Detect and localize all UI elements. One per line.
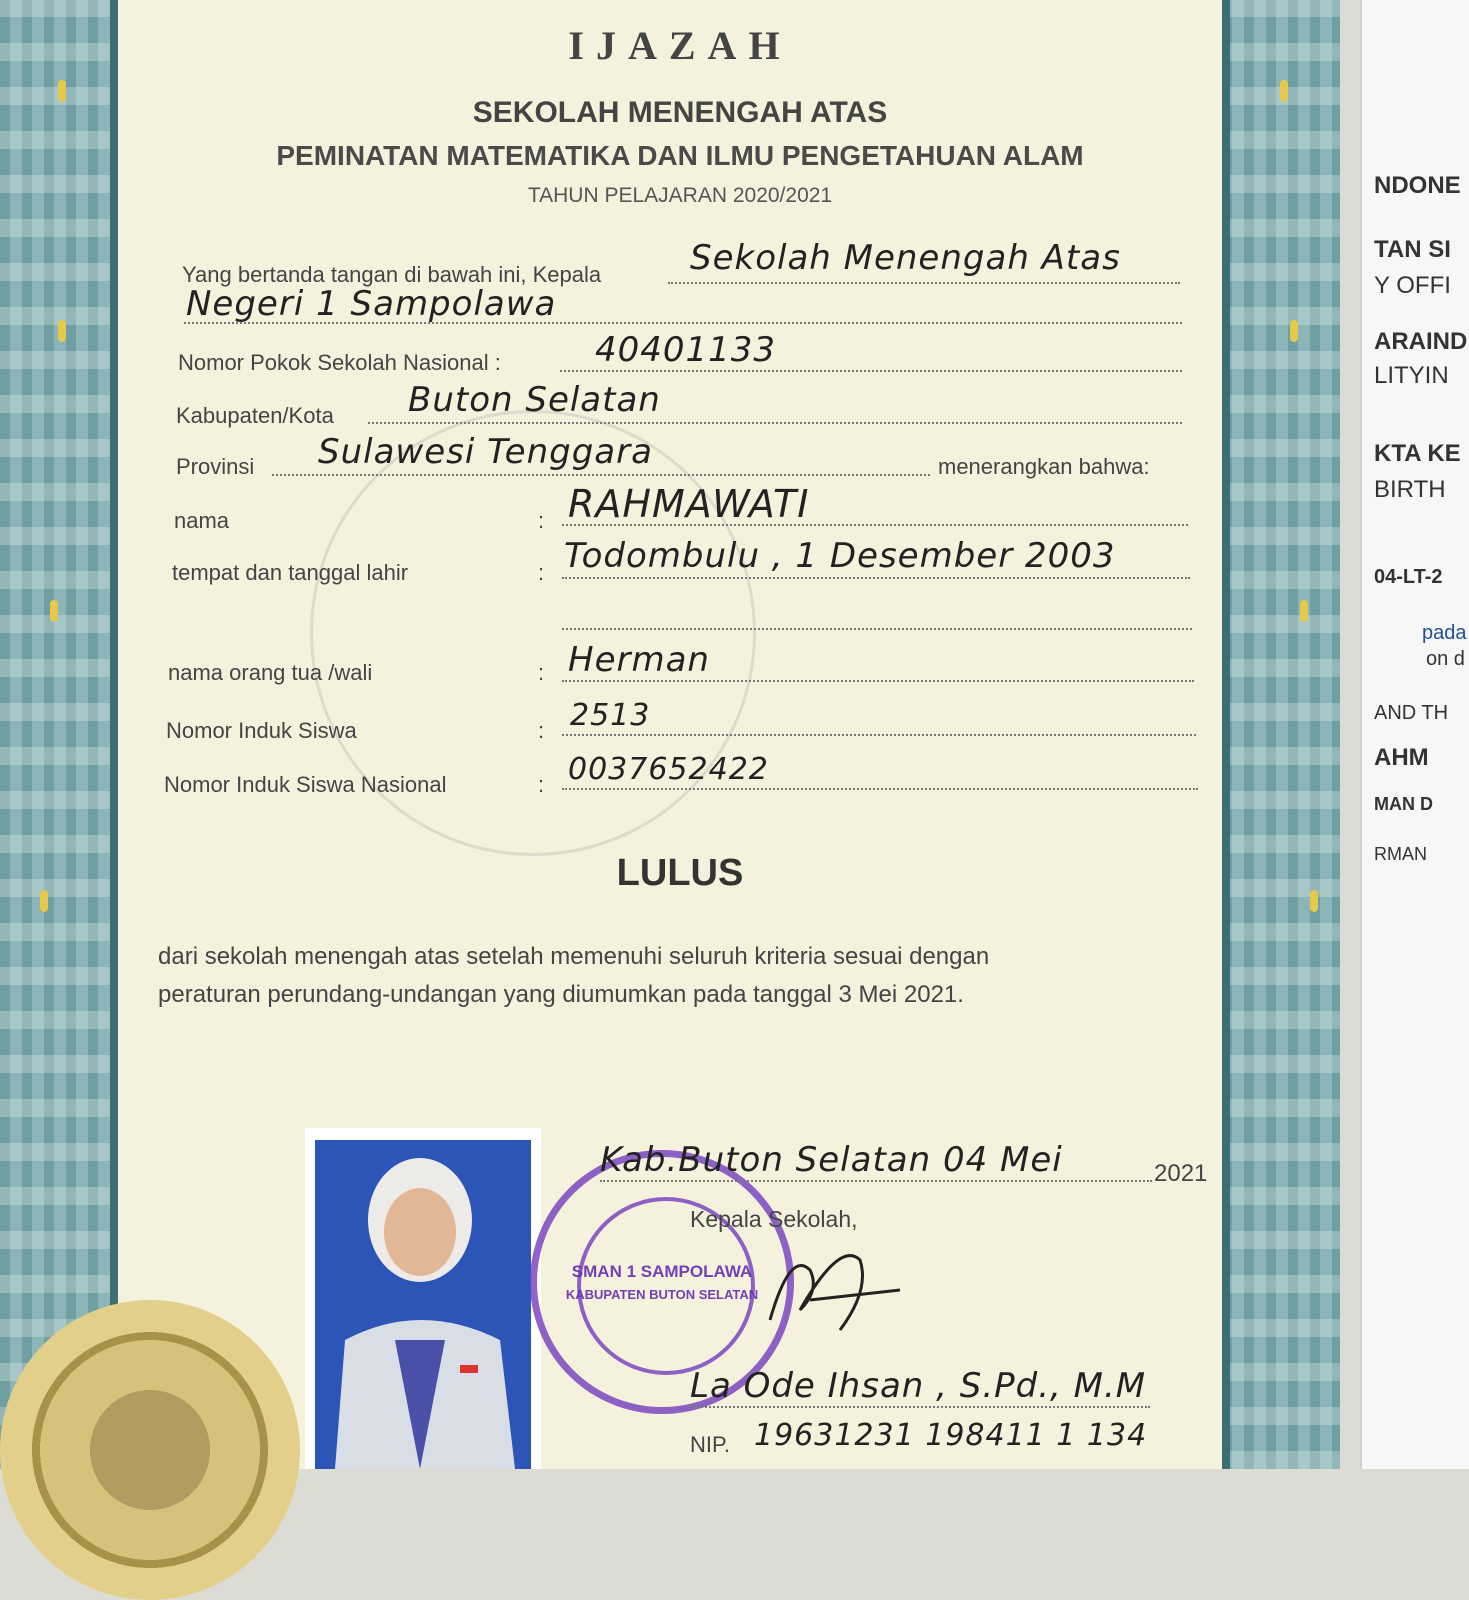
side-text: AND TH bbox=[1374, 702, 1449, 724]
signature-year: 2021 bbox=[1154, 1160, 1208, 1187]
certificate-title: IJAZAH bbox=[568, 23, 792, 68]
side-text: NDONE bbox=[1374, 172, 1461, 199]
photo-background bbox=[315, 1140, 531, 1469]
name-label: nama bbox=[174, 508, 230, 533]
school-level: SEKOLAH MENENGAH ATAS bbox=[472, 96, 888, 129]
side-text: 04-LT-2 bbox=[1374, 566, 1443, 588]
background-document bbox=[1360, 0, 1469, 1469]
side-text: ARAIND bbox=[1374, 328, 1468, 355]
side-text: AHM bbox=[1374, 744, 1429, 771]
side-text: on d bbox=[1426, 648, 1465, 670]
colon: : bbox=[538, 560, 545, 585]
border-ornament bbox=[1300, 600, 1308, 622]
stamp-district: KABUPATEN BUTON SELATAN bbox=[565, 1287, 759, 1302]
parent-label: nama orang tua /wali bbox=[168, 660, 373, 685]
dotted-line bbox=[668, 282, 1180, 284]
student-name: RAHMAWATI bbox=[568, 482, 810, 526]
birth-value: Todombulu , 1 Desember 2003 bbox=[564, 536, 1116, 576]
left-ornamental-border bbox=[0, 0, 118, 1469]
province-value: Sulawesi Tenggara bbox=[318, 432, 653, 472]
school-name-line2: Negeri 1 Sampolawa bbox=[186, 284, 557, 324]
city-value: Buton Selatan bbox=[408, 380, 661, 420]
explains-label: menerangkan bahwa: bbox=[938, 454, 1150, 479]
graduation-status: LULUS bbox=[616, 852, 744, 894]
nis-value: 2513 bbox=[570, 698, 651, 733]
right-ornamental-border bbox=[1222, 0, 1340, 1469]
student-portrait bbox=[315, 1140, 531, 1469]
dotted-line bbox=[562, 788, 1198, 790]
nisn-label: Nomor Induk Siswa Nasional bbox=[164, 772, 447, 797]
academic-year: TAHUN PELAJARAN 2020/2021 bbox=[527, 184, 833, 207]
border-ornament bbox=[1290, 320, 1298, 342]
nip-value: 19631231 198411 1 134 bbox=[754, 1418, 1148, 1453]
border-ornament bbox=[1280, 80, 1288, 102]
npsn-value: 40401133 bbox=[595, 330, 777, 370]
colon: : bbox=[538, 718, 545, 743]
dotted-line bbox=[562, 734, 1196, 736]
side-text: BIRTH bbox=[1374, 476, 1446, 503]
side-text: pada bbox=[1422, 622, 1467, 644]
side-text: KTA KE bbox=[1374, 440, 1461, 467]
principal-role: Kepala Sekolah, bbox=[690, 1206, 858, 1232]
nip-label: NIP. bbox=[690, 1432, 730, 1457]
side-text: TAN SI bbox=[1374, 236, 1451, 263]
province-label: Provinsi bbox=[176, 454, 255, 479]
city-label: Kabupaten/Kota bbox=[176, 403, 334, 428]
border-ornament bbox=[50, 600, 58, 622]
dotted-line bbox=[562, 680, 1194, 682]
colon: : bbox=[538, 508, 545, 533]
border-ornament bbox=[58, 320, 66, 342]
dotted-line bbox=[562, 628, 1192, 630]
birth-label: tempat dan tanggal lahir bbox=[172, 560, 409, 585]
dotted-line bbox=[560, 370, 1182, 372]
ministry-seal bbox=[0, 1300, 300, 1600]
principal-signature bbox=[750, 1230, 920, 1350]
result-line-2: peraturan perundang-undangan yang diumumkan pada tanggal 3 Mei 2021. bbox=[158, 981, 964, 1008]
dotted-line bbox=[562, 577, 1190, 579]
border-ornament bbox=[40, 890, 48, 912]
certificate-content bbox=[150, 0, 1210, 1469]
stamp-school-name: SMAN 1 SAMPOLAWA bbox=[571, 1262, 753, 1281]
npsn-label: Nomor Pokok Sekolah Nasional : bbox=[178, 350, 501, 375]
nis-label: Nomor Induk Siswa bbox=[166, 718, 357, 743]
parent-value: Herman bbox=[568, 640, 710, 680]
principal-name: La Ode Ihsan , S.Pd., M.M bbox=[690, 1366, 1147, 1406]
side-text: RMAN bbox=[1374, 844, 1427, 864]
dotted-line bbox=[272, 474, 930, 476]
dotted-line bbox=[690, 1406, 1150, 1408]
colon: : bbox=[538, 772, 545, 797]
nisn-value: 0037652422 bbox=[568, 752, 769, 787]
result-line-1: dari sekolah menengah atas setelah memenuhi seluruh kriteria sesuai dengan bbox=[158, 943, 990, 970]
border-ornament bbox=[1310, 890, 1318, 912]
side-text: Y OFFI bbox=[1374, 272, 1451, 299]
colon: : bbox=[538, 660, 545, 685]
border-ornament bbox=[58, 80, 66, 102]
side-text: LITYIN bbox=[1374, 362, 1449, 389]
dotted-line bbox=[600, 1180, 1152, 1182]
side-text: MAN D bbox=[1374, 794, 1433, 814]
school-name-line1: Sekolah Menengah Atas bbox=[690, 238, 1121, 278]
program-name: PEMINATAN MATEMATIKA DAN ILMU PENGETAHUAN ALAM bbox=[276, 140, 1084, 171]
intro-label: Yang bertanda tangan di bawah ini, Kepala bbox=[182, 262, 602, 287]
place-date: Kab.Buton Selatan 04 Mei bbox=[600, 1140, 1063, 1180]
student-photo bbox=[305, 1128, 541, 1469]
dotted-line bbox=[368, 422, 1182, 424]
